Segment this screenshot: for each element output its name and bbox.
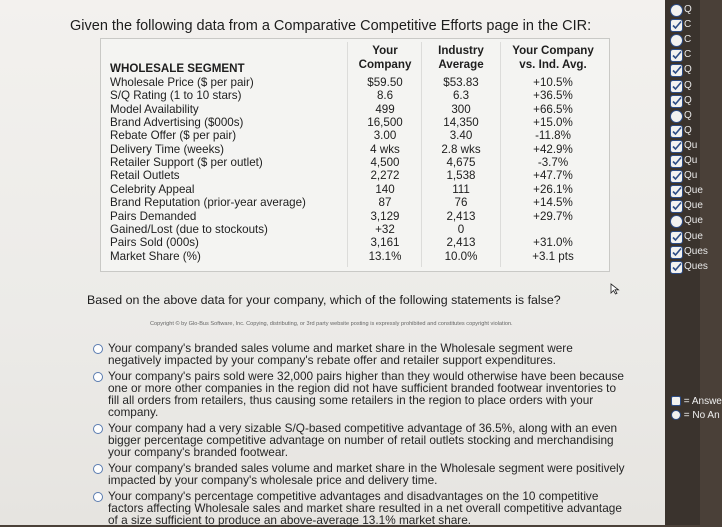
row-value-industry: 300: [451, 102, 471, 116]
circle-icon: [670, 4, 683, 17]
row-label: Gained/Lost (due to stockouts): [110, 222, 268, 236]
radio-button[interactable]: [93, 344, 103, 354]
row-value-company: 87: [378, 196, 392, 210]
sidebar-question-item[interactable]: [670, 170, 700, 183]
sidebar-question-item[interactable]: [670, 245, 708, 259]
sidebar-question-item[interactable]: [670, 125, 700, 138]
check-icon: [670, 261, 683, 274]
row-value-industry: $53.83: [443, 76, 479, 89]
copyright-notice: Copyright © by Glo-Bus Software, Inc. Copying, distributing, or 3rd party website posting is expressly prohibited and constitutes copyright violation.: [150, 321, 513, 327]
sidebar-item-label: Ques: [684, 260, 708, 272]
row-value-vs: +36.5%: [533, 89, 573, 103]
row-value-industry: 111: [452, 182, 470, 196]
circle-icon: [670, 110, 683, 123]
row-value-company: 4,500: [370, 156, 400, 170]
sidebar-item-label: Q: [684, 64, 692, 76]
row-value-vs: +15.0%: [533, 116, 573, 130]
table-divider: [421, 42, 422, 267]
answer-option-label: Your company's pairs sold were 32,000 pairs higher than they would otherwise have been because one or more other companies in the region did not have sufficient branded footwear inventories to fill all orders from retailers, thus causing some retailers in the region to place orders with your company.: [108, 369, 624, 419]
circle-icon: [670, 215, 683, 228]
row-label: Brand Reputation (prior-year average): [110, 196, 306, 210]
answer-option[interactable]: [93, 462, 628, 486]
row-label: Market Share (%): [110, 249, 201, 263]
header-company-l2: Company: [358, 58, 412, 71]
answer-option-label: Your company's branded sales volume and market share in the Wholesale segment were negatively impacted by your company's rebate offer and retailer support expenditures.: [108, 341, 573, 367]
sidebar-question-item[interactable]: [670, 4, 700, 17]
row-value-industry: 4,675: [446, 156, 476, 170]
answer-option[interactable]: [93, 370, 628, 418]
legend-answered-label: = Answe: [683, 396, 722, 407]
sidebar-question-item[interactable]: [670, 95, 700, 108]
sidebar-question-item[interactable]: [670, 200, 703, 213]
row-value-vs: +42.9%: [533, 142, 573, 156]
sidebar-item-label: Q: [684, 4, 692, 15]
header-company-l1: Your: [372, 44, 398, 57]
row-value-company: 3.00: [373, 129, 397, 143]
row-value-company: 3,161: [370, 236, 400, 250]
sidebar-item-label: Qu: [684, 170, 698, 182]
sidebar-item-label: Ques: [684, 245, 708, 257]
check-icon: [670, 125, 683, 138]
radio-button[interactable]: [93, 424, 103, 434]
question-text: Based on the above data for your company, which of the following statements is false?: [87, 293, 561, 307]
row-value-company: 499: [375, 102, 395, 116]
sidebar-question-item[interactable]: [670, 155, 700, 168]
sidebar-item-label: Que: [684, 200, 703, 212]
sidebar-item-label: Que: [684, 230, 703, 242]
sidebar-item-label: Q: [684, 124, 692, 136]
row-value-vs: +10.5%: [533, 76, 573, 89]
sidebar-item-label: Qu: [684, 155, 698, 166]
sidebar-question-item[interactable]: [670, 34, 700, 47]
sidebar-question-item[interactable]: [670, 64, 700, 77]
row-label: Brand Advertising ($000s): [110, 116, 244, 130]
row-value-vs: +14.5%: [533, 196, 573, 210]
sidebar-item-label: Qu: [684, 139, 698, 151]
row-value-company: 4 wks: [370, 142, 400, 156]
row-value-vs: +3.1 pts: [532, 249, 574, 263]
row-label: Retailer Support ($ per outlet): [110, 156, 263, 170]
row-value-industry: 2,413: [446, 236, 476, 250]
row-label: Rebate Offer ($ per pair): [110, 129, 237, 143]
row-value-industry: 0: [457, 222, 465, 236]
row-value-company: $59.50: [367, 76, 403, 89]
header-industry-l1: Industry: [438, 44, 484, 57]
header-industry-l2: Average: [438, 58, 484, 71]
sidebar-question-item[interactable]: [670, 110, 700, 123]
row-label: S/Q Rating (1 to 10 stars): [110, 89, 242, 103]
radio-button[interactable]: [93, 372, 103, 382]
check-icon: [670, 64, 683, 77]
row-value-company: 13.1%: [368, 249, 402, 263]
check-icon: [670, 49, 683, 62]
row-value-industry: 2,413: [446, 209, 476, 223]
answer-option-label: Your company's percentage competitive advantages and disadvantages on the 10 competitive factors affecting Wholesale sales and market share resulted in a net overall competitive advantage of a size sufficient to produce an above-average 13.1% market share.: [108, 489, 622, 527]
check-icon: [670, 246, 683, 259]
answer-option[interactable]: [93, 490, 628, 526]
row-value-vs: -3.7%: [537, 156, 569, 170]
check-icon: [670, 140, 683, 153]
row-label: Delivery Time (weeks): [110, 142, 225, 156]
table-divider: [500, 42, 501, 267]
legend-not-answered: [671, 410, 720, 421]
sidebar-item-label: Que: [684, 215, 703, 227]
row-value-industry: 6.3: [452, 89, 470, 103]
mouse-cursor-icon: [610, 283, 622, 295]
sidebar-question-item[interactable]: [670, 215, 703, 228]
answer-option-label: Your company's branded sales volume and market share in the Wholesale segment were positively impacted by your company's wholesale price and delivery time.: [108, 461, 625, 487]
answer-option-label: Your company had a very sizable S/Q-based competitive advantage of 36.5%, along with an even bigger percentage competitive advantage on number of retail outlets stocking and merchandising your company's branded footwear.: [108, 421, 618, 459]
sidebar-item-label: C: [684, 34, 692, 46]
check-icon: [670, 155, 683, 168]
row-label: Celebrity Appeal: [110, 182, 195, 196]
check-icon: [671, 396, 681, 406]
check-icon: [670, 185, 683, 198]
row-label: Retail Outlets: [110, 169, 180, 183]
row-value-company: 8.6: [376, 89, 394, 103]
circle-icon: [670, 34, 683, 47]
row-value-company: +32: [375, 222, 395, 236]
row-value-industry: 1,538: [446, 169, 476, 183]
answer-option[interactable]: [93, 342, 628, 366]
check-icon: [670, 231, 683, 244]
sidebar-item-label: Q: [684, 109, 692, 121]
row-value-company: 2,272: [370, 169, 400, 183]
row-value-industry: 10.0%: [444, 249, 478, 263]
row-value-vs: +66.5%: [533, 102, 573, 116]
row-value-company: 3,129: [370, 209, 400, 223]
question-prompt: Given the following data from a Comparative Competitive Efforts page in the CIR:: [70, 18, 592, 34]
row-label: Pairs Sold (000s): [110, 236, 199, 250]
sidebar-item-label: C: [684, 19, 692, 31]
row-value-company: 16,500: [367, 116, 403, 130]
sidebar-question-item[interactable]: [670, 185, 703, 198]
row-label: Pairs Demanded: [110, 209, 197, 223]
header-vs-l1: Your Company: [512, 44, 594, 57]
row-value-vs: +29.7%: [533, 209, 573, 223]
row-value-vs: +26.1%: [533, 182, 573, 196]
check-icon: [670, 200, 683, 213]
circle-icon: [671, 410, 681, 420]
legend-answered: [671, 396, 722, 407]
sidebar-item-label: C: [684, 49, 692, 61]
row-value-vs: -11.8%: [535, 129, 571, 143]
sidebar-item-label: Q: [684, 94, 692, 106]
row-value-company: 140: [375, 182, 395, 196]
answer-option[interactable]: [93, 422, 628, 458]
row-value-industry: 76: [454, 196, 468, 210]
table-divider: [347, 42, 348, 267]
row-value-vs: +47.7%: [533, 169, 573, 183]
check-icon: [670, 80, 683, 93]
header-segment: WHOLESALE SEGMENT: [110, 62, 245, 75]
legend-not-answered-label: = No An: [683, 410, 720, 421]
sidebar-question-item[interactable]: [670, 230, 703, 244]
sidebar-question-item[interactable]: [670, 140, 700, 153]
sidebar-item-label: Q: [684, 79, 692, 91]
header-vs-l2: vs. Ind. Avg.: [519, 58, 587, 71]
sidebar-item-label: Que: [684, 185, 703, 197]
radio-button[interactable]: [93, 492, 103, 502]
check-icon: [670, 19, 683, 32]
sidebar-question-item[interactable]: [670, 49, 700, 62]
radio-button[interactable]: [93, 464, 103, 474]
row-value-industry: 14,350: [443, 116, 479, 130]
row-value-industry: 3.40: [449, 129, 473, 143]
sidebar-question-item[interactable]: [670, 19, 700, 32]
check-icon: [670, 95, 683, 108]
row-value-vs: +31.0%: [533, 236, 573, 250]
row-value-industry: 2.8 wks: [441, 142, 481, 156]
row-label: Model Availability: [110, 102, 199, 116]
check-icon: [670, 170, 683, 183]
sidebar-question-item[interactable]: [670, 260, 708, 274]
row-label: Wholesale Price ($ per pair): [110, 76, 254, 89]
sidebar-question-item[interactable]: [670, 80, 700, 93]
